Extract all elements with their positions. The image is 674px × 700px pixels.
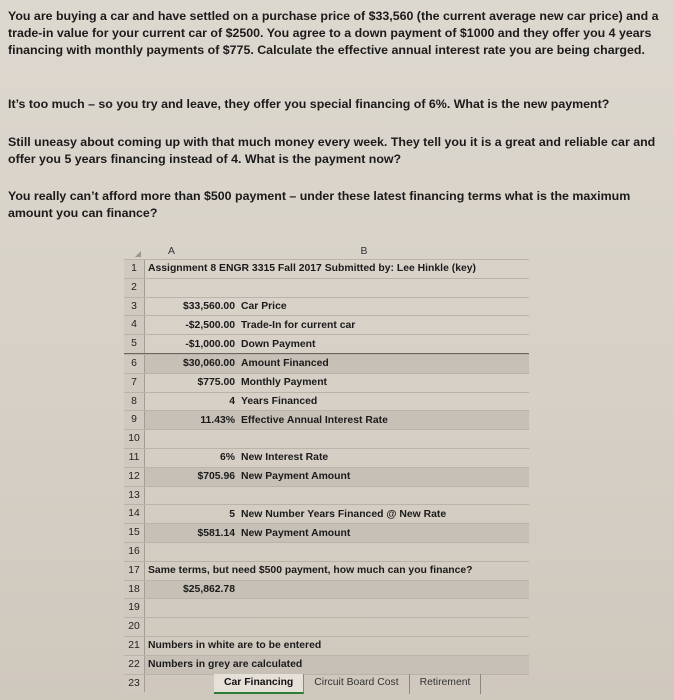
table-row — [124, 297, 529, 316]
cell-b[interactable]: Monthly Payment — [241, 377, 328, 389]
cell-b[interactable]: New Number Years Financed @ New Rate — [241, 508, 447, 520]
tab-retirement[interactable]: Retirement — [410, 674, 482, 694]
table-row — [124, 598, 529, 617]
cell-b[interactable]: New Interest Rate — [241, 452, 329, 464]
column-header-row — [124, 244, 529, 259]
table-row — [124, 334, 529, 354]
spreadsheet — [124, 244, 529, 692]
cell-b[interactable]: Trade-In for current car — [241, 319, 356, 331]
tab-car-financing[interactable]: Car Financing — [214, 674, 304, 694]
row-number[interactable]: 12 — [124, 468, 145, 486]
row-number[interactable]: 22 — [124, 656, 145, 674]
row-number[interactable]: 18 — [124, 581, 145, 599]
row-number[interactable]: 20 — [124, 618, 145, 636]
cell-a[interactable]: $30,060.00 — [182, 358, 235, 370]
row-number[interactable]: 11 — [124, 449, 145, 467]
cell-a[interactable]: 6% — [219, 452, 235, 464]
cell-b[interactable]: New Payment Amount — [241, 527, 351, 539]
row-number[interactable]: 8 — [124, 393, 145, 411]
row-number[interactable]: 19 — [124, 599, 145, 617]
cell-a[interactable]: $775.00 — [197, 377, 235, 389]
cell-b[interactable]: Effective Annual Interest Rate — [241, 414, 388, 426]
table-row — [124, 486, 529, 505]
table-row — [124, 410, 529, 429]
cell-b[interactable]: Car Price — [241, 300, 287, 312]
table-row — [124, 504, 529, 523]
cell-a[interactable]: $705.96 — [197, 471, 235, 483]
cell-b[interactable]: Down Payment — [241, 338, 316, 350]
cell-a[interactable]: 5 — [229, 508, 235, 520]
table-row — [124, 655, 529, 674]
cell-a17[interactable]: Same terms, but need $500 payment, how much can you finance? — [148, 565, 473, 577]
cell-a[interactable]: $33,560.00 — [182, 300, 235, 312]
cell-a[interactable]: $581.14 — [197, 527, 235, 539]
column-header-a[interactable]: A — [168, 246, 175, 257]
table-row — [124, 561, 529, 580]
question-4-text: You really can’t afford more than $500 payment – under these latest financing terms what is the maximum amount you can finance? — [8, 189, 631, 220]
row-number[interactable]: 13 — [124, 487, 145, 505]
table-row — [124, 354, 529, 373]
select-all-corner[interactable] — [124, 244, 144, 259]
table-row — [124, 448, 529, 467]
row-number[interactable]: 17 — [124, 562, 145, 580]
table-row — [124, 259, 529, 278]
row-number[interactable]: 9 — [124, 411, 145, 429]
cell-a21[interactable]: Numbers in white are to be entered — [148, 640, 322, 652]
cell-a22[interactable]: Numbers in grey are calculated — [148, 659, 303, 671]
row-number[interactable]: 1 — [124, 260, 145, 278]
sheet-tabs — [214, 674, 481, 694]
tab-circuit-board-cost[interactable]: Circuit Board Cost — [304, 674, 409, 694]
row-number[interactable]: 16 — [124, 543, 145, 561]
row-number[interactable]: 15 — [124, 524, 145, 542]
table-row — [124, 315, 529, 334]
cell-a[interactable]: -$1,000.00 — [185, 338, 235, 350]
question-3-text: Still uneasy about coming up with that much money every week. They tell you it is a great and reliable car and offer you 5 years financing instead of 4. What is the payment now? — [8, 135, 656, 166]
table-row — [124, 392, 529, 411]
row-number[interactable]: 5 — [124, 335, 145, 353]
cell-a1[interactable]: Assignment 8 ENGR 3315 Fall 2017 Submitted by: Lee Hinkle (key) — [148, 263, 476, 275]
row-number[interactable]: 10 — [124, 430, 145, 448]
cell-a[interactable]: $25,862.78 — [182, 583, 235, 595]
question-1-text: You are buying a car and have settled on a purchase price of $33,560 (the current average new car price) and a trade-in value for your current car of $2500. You agree to a down payment of $1000 and they offer you 4 years financing with monthly payments of $775. Calculate the effective annual interest rate you are being charged. — [8, 9, 659, 57]
row-number[interactable]: 3 — [124, 298, 145, 316]
cell-a[interactable]: -$2,500.00 — [185, 319, 235, 331]
row-number[interactable]: 21 — [124, 637, 145, 655]
row-number[interactable]: 7 — [124, 374, 145, 392]
table-row — [124, 636, 529, 655]
row-number[interactable]: 6 — [124, 355, 145, 373]
table-row — [124, 373, 529, 392]
cell-a[interactable]: 4 — [229, 395, 235, 407]
row-number[interactable]: 2 — [124, 279, 145, 297]
table-row — [124, 429, 529, 448]
cell-b[interactable]: Years Financed — [241, 395, 318, 407]
question-2-text: It’s too much – so you try and leave, they offer you special financing of 6%. What is the new payment? — [8, 97, 610, 111]
row-number[interactable]: 14 — [124, 505, 145, 523]
cell-a[interactable]: 11.43% — [200, 414, 235, 426]
table-row — [124, 617, 529, 636]
table-row — [124, 542, 529, 561]
row-number[interactable]: 4 — [124, 316, 145, 334]
row-number[interactable]: 23 — [124, 675, 145, 693]
cell-b[interactable]: New Payment Amount — [241, 471, 351, 483]
column-header-b[interactable]: B — [360, 246, 368, 257]
cell-b[interactable]: Amount Financed — [241, 358, 329, 370]
table-row — [124, 523, 529, 542]
table-row — [124, 580, 529, 599]
table-row — [124, 278, 529, 297]
table-row — [124, 467, 529, 486]
